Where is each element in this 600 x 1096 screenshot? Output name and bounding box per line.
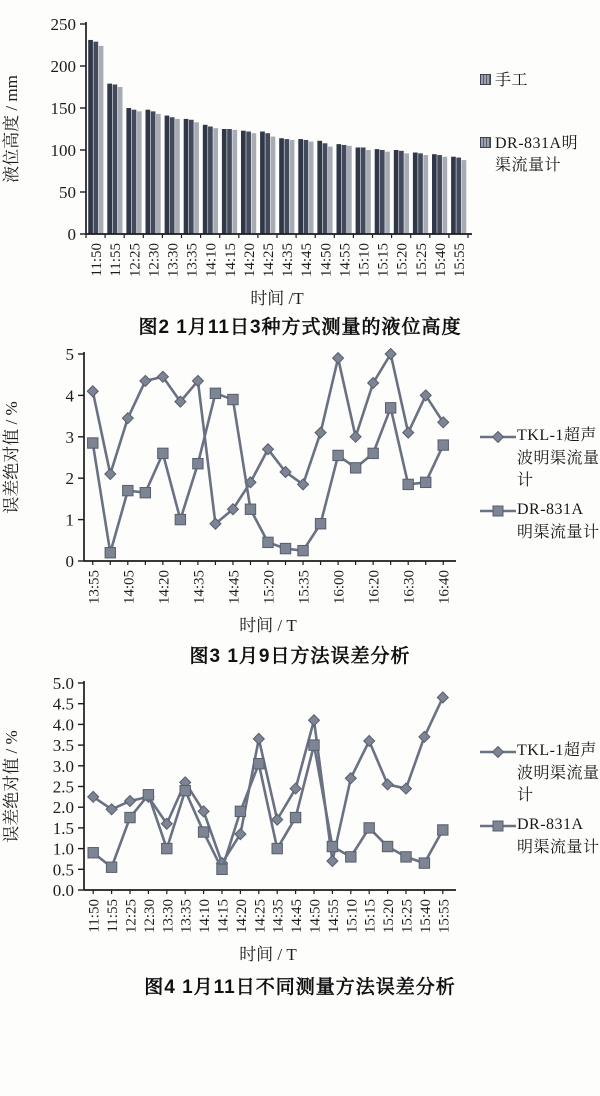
figure4 — [0, 668, 600, 999]
svg-text:15:15: 15:15 — [375, 243, 392, 278]
svg-text:14:35: 14:35 — [280, 243, 297, 278]
svg-text:16:00: 16:00 — [331, 570, 348, 605]
square-marker-line-icon — [480, 820, 516, 832]
figure3 — [0, 339, 600, 668]
svg-text:4.0: 4.0 — [52, 715, 74, 735]
svg-text:14:45: 14:45 — [289, 899, 306, 934]
svg-text:14:50: 14:50 — [318, 243, 335, 278]
figure4-line-chart — [0, 668, 478, 970]
legend-item-tkl1 — [480, 425, 600, 493]
svg-text:0.0: 0.0 — [52, 881, 74, 900]
svg-text:0.5: 0.5 — [52, 860, 74, 880]
svg-text:15:40: 15:40 — [432, 243, 449, 278]
hatched-square-icon — [480, 137, 491, 148]
svg-text:14:20: 14:20 — [156, 570, 173, 605]
svg-text:15:55: 15:55 — [436, 899, 453, 934]
legend-item-dr831a — [480, 499, 600, 544]
svg-text:150: 150 — [50, 99, 76, 118]
diamond-marker-line-icon — [480, 746, 516, 758]
svg-text:14:35: 14:35 — [270, 899, 287, 934]
legend-label: TKL-1超声波明渠流量计 — [517, 427, 600, 490]
figure3-legend — [478, 339, 600, 551]
legend-item-dr831a — [480, 133, 600, 178]
svg-text:100: 100 — [50, 141, 76, 160]
legend-label: DR-831A明渠流量计 — [517, 501, 600, 541]
svg-text:11:50: 11:50 — [89, 243, 106, 277]
legend-label: DR-831A明渠流量计 — [495, 134, 579, 175]
svg-text:13:30: 13:30 — [160, 899, 177, 934]
svg-text:15:15: 15:15 — [362, 899, 379, 934]
svg-text:14:45: 14:45 — [226, 570, 243, 605]
svg-text:14:10: 14:10 — [197, 899, 214, 934]
svg-text:200: 200 — [50, 57, 76, 76]
figure4-caption: 图4 1月11日不同测量方法误差分析 — [144, 977, 456, 998]
figure3-chart-row — [0, 339, 600, 639]
svg-text:15:55: 15:55 — [451, 243, 468, 278]
svg-text:11:55: 11:55 — [108, 243, 125, 277]
svg-text:15:20: 15:20 — [381, 899, 398, 934]
svg-text:15:20: 15:20 — [394, 243, 411, 278]
svg-text:14:20: 14:20 — [241, 243, 258, 278]
svg-text:15:25: 15:25 — [399, 899, 416, 934]
svg-text:13:30: 13:30 — [165, 243, 182, 278]
svg-text:14:50: 14:50 — [307, 899, 324, 934]
svg-text:14:05: 14:05 — [121, 570, 138, 605]
svg-text:12:25: 12:25 — [127, 243, 144, 278]
svg-text:液位高度 / mm: 液位高度 / mm — [2, 75, 21, 183]
svg-text:14:15: 14:15 — [215, 899, 232, 934]
svg-text:4: 4 — [65, 386, 74, 406]
svg-text:16:40: 16:40 — [436, 570, 453, 605]
hatched-square-icon — [480, 74, 491, 85]
svg-text:15:35: 15:35 — [296, 570, 313, 605]
svg-text:14:20: 14:20 — [233, 899, 250, 934]
svg-text:2.0: 2.0 — [52, 798, 74, 818]
svg-text:误差绝对值 / %: 误差绝对值 / % — [2, 730, 21, 843]
svg-text:14:15: 14:15 — [222, 243, 239, 278]
svg-text:2.5: 2.5 — [52, 777, 74, 797]
svg-text:1.5: 1.5 — [52, 818, 74, 838]
legend-label: 手工 — [495, 72, 529, 89]
legend-label: TKL-1超声波明渠流量计 — [517, 742, 600, 805]
svg-text:1.0: 1.0 — [52, 839, 74, 859]
figure3-line-chart — [0, 339, 478, 639]
svg-text:15:20: 15:20 — [261, 570, 278, 605]
figure3-caption: 图3 1月9日方法误差分析 — [189, 646, 411, 667]
figure2 — [0, 8, 600, 339]
svg-text:14:10: 14:10 — [203, 243, 220, 278]
svg-text:14:55: 14:55 — [337, 243, 354, 278]
svg-text:3: 3 — [65, 427, 74, 447]
svg-text:14:55: 14:55 — [325, 899, 342, 934]
svg-text:2: 2 — [65, 469, 74, 489]
legend-label: DR-831A明渠流量计 — [517, 816, 600, 856]
figure2-bar-chart — [0, 8, 478, 310]
square-marker-line-icon — [480, 505, 516, 517]
svg-text:3.5: 3.5 — [52, 736, 74, 756]
svg-text:0: 0 — [67, 225, 76, 244]
figure2-legend — [478, 8, 600, 184]
svg-text:13:55: 13:55 — [86, 570, 103, 605]
svg-text:15:40: 15:40 — [417, 899, 434, 934]
svg-text:50: 50 — [59, 183, 76, 202]
svg-text:12:30: 12:30 — [146, 243, 163, 278]
figure4-legend — [478, 668, 600, 866]
svg-text:误差绝对值 / %: 误差绝对值 / % — [2, 401, 21, 514]
svg-text:时间 /T: 时间 /T — [250, 289, 304, 308]
svg-text:14:25: 14:25 — [252, 899, 269, 934]
svg-text:16:30: 16:30 — [401, 570, 418, 605]
svg-text:时间 / T: 时间 / T — [239, 945, 297, 964]
figure2-caption: 图2 1月11日3种方式测量的液位高度 — [138, 317, 462, 338]
legend-item-dr831a — [480, 814, 600, 859]
svg-text:时间 / T: 时间 / T — [239, 616, 297, 635]
svg-text:0: 0 — [65, 552, 74, 571]
svg-text:1: 1 — [65, 510, 74, 530]
svg-text:12:25: 12:25 — [123, 899, 140, 934]
figure2-chart-row — [0, 8, 600, 310]
svg-text:12:30: 12:30 — [141, 899, 158, 934]
svg-text:250: 250 — [50, 15, 76, 34]
svg-text:5: 5 — [65, 345, 74, 364]
legend-item-manual — [480, 70, 600, 93]
svg-text:15:25: 15:25 — [413, 243, 430, 278]
svg-text:11:50: 11:50 — [86, 899, 103, 933]
svg-text:11:55: 11:55 — [105, 899, 122, 933]
svg-text:4.5: 4.5 — [52, 694, 74, 714]
svg-text:5.0: 5.0 — [52, 674, 74, 693]
svg-text:16:20: 16:20 — [366, 570, 383, 605]
svg-text:3.0: 3.0 — [52, 756, 74, 776]
svg-text:13:35: 13:35 — [184, 243, 201, 278]
svg-text:14:35: 14:35 — [191, 570, 208, 605]
svg-text:15:10: 15:10 — [344, 899, 361, 934]
legend-item-tkl1 — [480, 740, 600, 808]
figure4-chart-row — [0, 668, 600, 970]
svg-text:15:10: 15:10 — [356, 243, 373, 278]
svg-text:13:35: 13:35 — [178, 899, 195, 934]
svg-text:14:45: 14:45 — [299, 243, 316, 278]
svg-text:14:25: 14:25 — [260, 243, 277, 278]
diamond-marker-line-icon — [480, 431, 516, 443]
